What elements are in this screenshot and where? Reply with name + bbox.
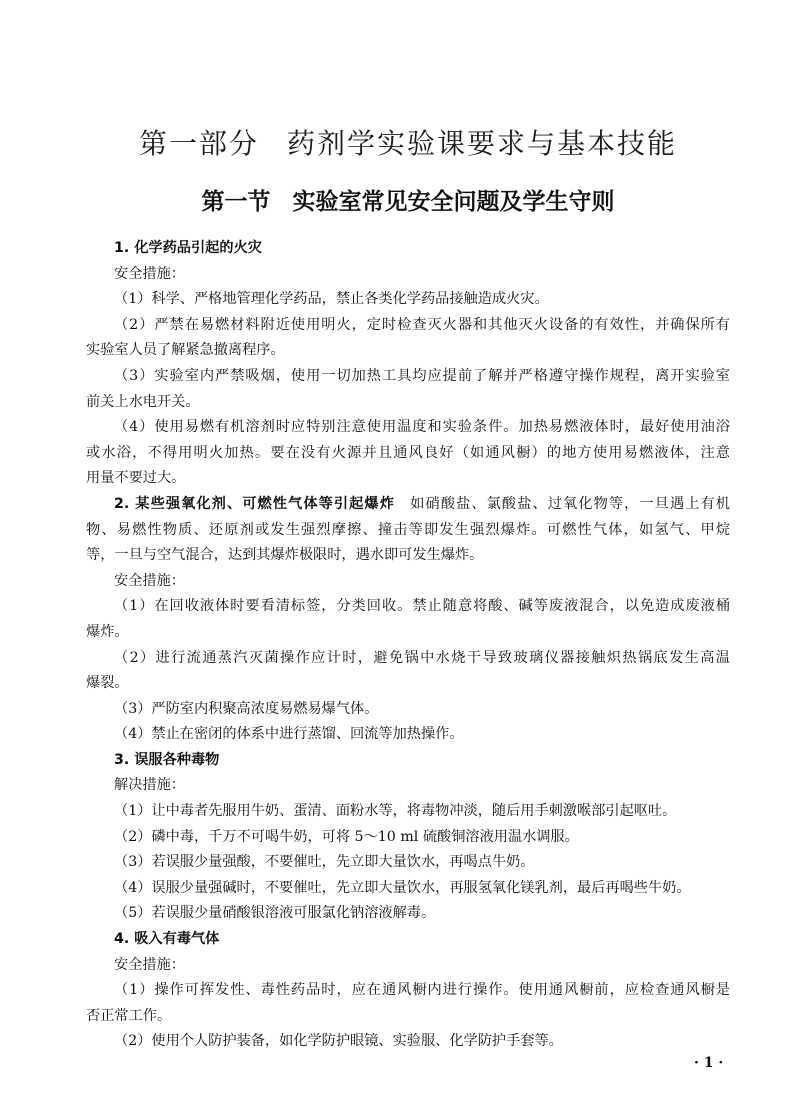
measures-label: 安全措施： [114, 956, 185, 973]
list-item: （3）若误服少量强酸，不要催吐，先立即大量饮水，再喝点牛奶。 [114, 854, 535, 871]
section-title [86, 183, 730, 216]
list-item-cont: 爆裂。 [86, 675, 129, 692]
list-item: （5）若误服少量硝酸银溶液可服氯化钠溶液解毒。 [114, 905, 436, 922]
list-item: （1）让中毒者先服用牛奶、蛋清、面粉水等，将毒物冲淡，随后用手刺激喉部引起呕吐。 [114, 803, 677, 820]
list-item: （1）操作可挥发性、毒性药品时，应在通风橱内进行操作。使用通风橱前，应检查通风橱是 [114, 982, 730, 999]
measures-label: 解决措施： [114, 777, 185, 794]
paragraph-cont: 等，一旦与空气混合，达到其爆炸极限时，遇水即可发生爆炸。 [86, 547, 484, 564]
list-item: （4）使用易燃有机溶剂时应特别注意使用温度和实验条件。加热易燃液体时，最好使用油浴 [114, 419, 730, 436]
explosion-intro: 如硝酸盐、氯酸盐、过氧化物等，一旦遇上有机 [410, 495, 730, 512]
list-item: （2）严禁在易燃材料附近使用明火，定时检查灭火器和其他灭火设备的有效性，并确保所有 [114, 316, 730, 333]
list-item: （2）使用个人防护装备，如化学防护眼镜、实验服、化学防护手套等。 [114, 1033, 563, 1050]
part-title [86, 122, 730, 162]
list-item: （4）禁止在密闭的体系中进行蒸馏、回流等加热操作。 [114, 726, 464, 743]
list-item-cont: 或水浴，不得用明火加热。要在没有火源并且通风良好（如通风橱）的地方使用易燃液体，注意 [86, 444, 730, 461]
measures-label: 安全措施： [114, 572, 185, 589]
section-title-left: 第一节 [201, 189, 271, 215]
part-title-right: 药剂学实验课要求与基本技能 [287, 127, 678, 160]
list-item-cont: 爆炸。 [86, 623, 129, 640]
section-title-right: 实验室常见安全问题及学生守则 [292, 189, 615, 215]
list-item: （3）严防室内积聚高浓度易燃易爆气体。 [114, 700, 379, 717]
heading-fire: 1. 化学药品引起的火灾 [114, 240, 262, 256]
heading-toxic-gas: 4. 吸入有毒气体 [114, 931, 220, 948]
list-item: （1）科学、严格地管理化学药品，禁止各类化学药品接触造成火灾。 [114, 291, 549, 308]
list-item: （1）在回收液体时要看清标签，分类回收。禁止随意将酸、碱等废液混合，以免造成废液桶 [114, 598, 730, 615]
paragraph-explosion [86, 492, 730, 518]
list-item: （3）实验室内严禁吸烟，使用一切加热工具均应提前了解并严格遵守操作规程，离开实验室 [114, 367, 730, 384]
list-item: （2）进行流通蒸汽灭菌操作应计时，避免锅中水烧干导致玻璃仪器接触炽热锅底发生高温 [114, 649, 730, 666]
list-item: （2）磷中毒，千万不可喝牛奶，可将 5～10 ml 硫酸铜溶液用温水调服。 [114, 828, 579, 845]
list-item-cont: 前关上水电开关。 [86, 393, 200, 410]
page-number: · 1 · [694, 1055, 724, 1071]
part-title-left: 第一部分 [138, 127, 259, 160]
heading-explosion: 2. 某些强氧化剂、可燃性气体等引起爆炸 [114, 495, 395, 512]
paragraph-cont: 物、易燃性物质、还原剂或发生强烈摩擦、撞击等即发生强烈爆炸。可燃性气体，如氢气、甲烷 [86, 521, 730, 538]
list-item: （4）误服少量强碱时，不要催吐，先立即大量饮水，再服氢氧化镁乳剂，最后再喝些牛奶。 [114, 879, 691, 896]
list-item-cont: 实验室人员了解紧急撤离程序。 [86, 342, 285, 359]
list-item-cont: 否正常工作。 [86, 1007, 172, 1024]
measures-label: 安全措施： [114, 265, 185, 282]
body-text [86, 236, 730, 1055]
list-item-cont: 用量不要过大。 [86, 470, 186, 487]
heading-poison: 3. 误服各种毒物 [114, 751, 220, 768]
